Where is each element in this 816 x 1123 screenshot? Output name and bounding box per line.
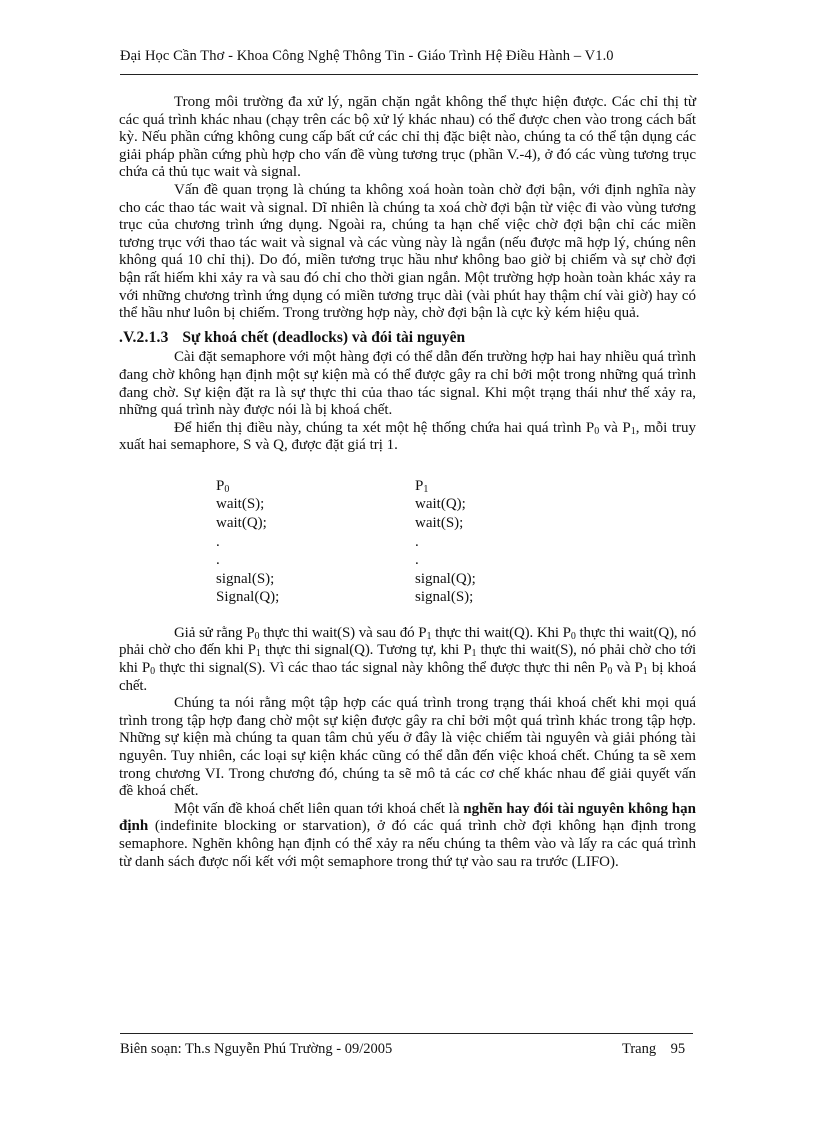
paragraph-busy-waiting: Vấn đề quan trọng là chúng ta không xoá hoàn toàn chờ đợi bận, với định nghĩa này cho các thao tác wait và signal. Dĩ nhiên là chúng ta xoá chờ đợi bận từ việc đi vào vùng tương trục của chương trình ứng dụng. Ngoài ra, chúng ta hạn chế việc chờ đợi bận chỉ các miền tương trục với thao tác wait và signal và các vùng này là ngắn (nếu được mã hợp lý, chúng nên không quá 10 chỉ thị). Do đó, miền tương trục hầu như không bao giờ bị chiếm và sự chờ đợi bận rất hiếm khi xảy ra và sau đó chỉ cho thời gian ngắn. Một trường hợp hoàn toàn khác xảy ra với những chương trình ứng dụng có miền tương trục dài (vài phút hay thậm chí vài giờ) hay có thể hầu như luôn bị chiếm. Trong trường hợp này, chờ đợi bận là cực kỳ kém hiệu quả. bbox=[119, 181, 696, 322]
footer-divider bbox=[120, 1033, 693, 1034]
process-label-p0: $P_0$ bbox=[216, 477, 230, 495]
code-line: . bbox=[216, 533, 220, 550]
code-line: wait(S); bbox=[415, 515, 464, 532]
code-line: wait(Q); bbox=[216, 515, 267, 532]
page-number: 95 bbox=[670, 1041, 686, 1057]
section-number: .V.2.1.3 bbox=[119, 328, 169, 346]
paragraph-deadlock-trace: Giả sử rằng $P_0$ thực thi wait(S) và sau đó $P_1$ thực thi wait(Q). Khi $P_0$ thực thi wait(Q), nó phải chờ cho đến khi $P_1$ thực thi signal(Q). Tương tự, khi $P_1$ thực thi wait(S), nó phải chờ cho tới khi $P_0$ thực thi signal(S). Vì các thao tác signal này không thể được thực thi nên $P_0$ và $P_1$ bị khoá chết. bbox=[119, 624, 697, 694]
section-title: Sự khoá chết (deadlocks) và đói tài nguyên bbox=[182, 328, 466, 346]
paragraph-deadlock-intro: Cài đặt semaphore với một hàng đợi có thể dẫn đến trường hợp hai hay nhiều quá trình đang chờ không hạn định một sự kiện mà có thể được gây ra chỉ bởi một trong những quá trình đang chờ. Sự kiện đặt ra là sự thực thi của thao tác signal. Khi một trạng thái như thế xảy ra, những quá trình này được nói là bị khoá chết. bbox=[119, 349, 696, 419]
starvation-term: nghẽn hay đói tài nguyên không hạn định bbox=[119, 800, 696, 835]
header-divider bbox=[120, 74, 698, 75]
paragraph-example-intro: Để hiển thị điều này, chúng ta xét một hệ thống chứa hai quá trình $P_0$ và $P_1$, mỗi truy xuất hai semaphore, S và Q, được đặt giá trị 1. bbox=[119, 419, 697, 454]
code-column-p0 bbox=[216, 477, 279, 607]
paragraph-starvation: Một vấn đề khoá chết liên quan tới khoá chết là nghẽn hay đói tài nguyên không hạn định (indefinite blocking or starvation), ở đó các quá trình chờ đợi không hạn định trong semaphore. Nghẽn không hạn định có thể xảy ra nếu chúng ta thêm vào và lấy ra các quá trình từ danh sách được nối kết với một semaphore trong thứ tự vào sau ra trước (LIFO). bbox=[119, 800, 696, 870]
footer-page bbox=[622, 1041, 685, 1058]
code-line: . bbox=[415, 552, 419, 569]
section-heading bbox=[119, 329, 696, 347]
code-line: signal(S); bbox=[415, 589, 474, 606]
page-label: Trang bbox=[622, 1041, 657, 1057]
code-line: signal(S); bbox=[216, 570, 275, 587]
footer-author: Biên soạn: Th.s Nguyễn Phú Trường - 09/2005 bbox=[120, 1041, 393, 1057]
code-line: . bbox=[216, 552, 220, 569]
paragraph-multiprocessor: Trong môi trường đa xử lý, ngăn chặn ngắt không thể thực hiện được. Các chỉ thị từ các quá trình khác nhau (chạy trên các bộ xử lý khác nhau) có thể được chen vào trong cách bất kỳ. Nếu phần cứng không cung cấp bất cứ các chỉ thị đặc biệt nào, chúng ta có thể tận dụng các giải pháp phần cứng phù hợp cho vấn đề vùng tương trục (phần V.-4), ở đó các vùng tương trục chứa cả thủ tục wait và signal. bbox=[119, 94, 696, 181]
code-line: Signal(Q); bbox=[216, 589, 280, 606]
code-line: wait(S); bbox=[216, 496, 265, 513]
page-header: Đại Học Cần Thơ - Khoa Công Nghệ Thông Tin - Giáo Trình Hệ Điều Hành – V1.0 bbox=[120, 48, 614, 64]
code-line: wait(Q); bbox=[415, 496, 466, 513]
page-body bbox=[119, 94, 696, 871]
process-label-p1: $P_1$ bbox=[415, 477, 429, 495]
code-example bbox=[119, 477, 696, 605]
code-line: signal(Q); bbox=[415, 570, 476, 587]
code-line: . bbox=[415, 533, 419, 550]
code-column-p1 bbox=[415, 477, 476, 607]
paragraph-deadlock-definition: Chúng ta nói rằng một tập hợp các quá trình trong trạng thái khoá chết khi mọi quá trình trong tập hợp đang chờ một sự kiện được gây ra chỉ bởi một quá trình khác trong tập hợp. Những sự kiện mà chúng ta quan tâm chủ yếu ở đây là việc chiếm tài nguyên và giải phóng tài nguyên. Tuy nhiên, các loại sự kiện khác cũng có thể dẫn đến việc khoá chết. Chúng ta sẽ xem trong chương VI. Trong chương đó, chúng ta sẽ mô tả các cơ chế khác nhau để giải quyết vấn đề khoá chết. bbox=[119, 695, 696, 800]
